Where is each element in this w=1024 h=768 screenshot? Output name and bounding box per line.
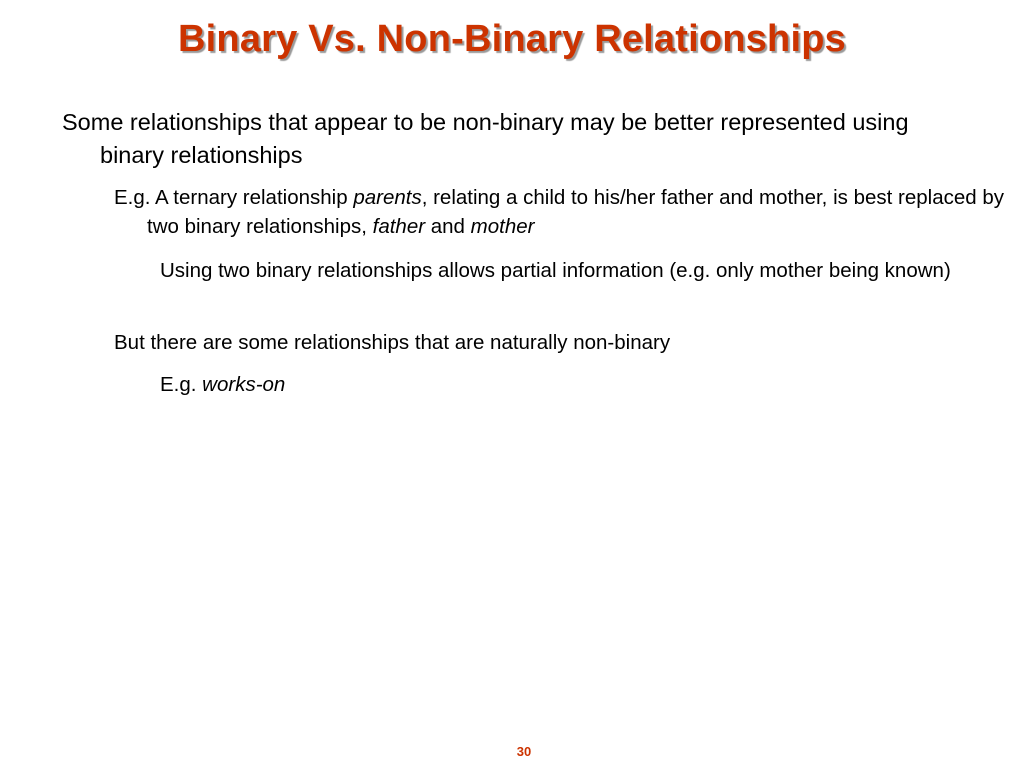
term-father: father [372,215,426,238]
example-prefix-text: E.g. [160,373,203,396]
bullet-level3-works-on-example [160,370,760,399]
term-works-on: works-on [202,373,286,396]
term-parents: parents [353,186,422,209]
example-prefix-text: E.g. A ternary relationship [114,186,354,209]
term-mother: mother [470,215,535,238]
bullet-level2-ternary-example [114,183,1007,241]
bullet-level1-binary-representation: Some relationships that appear to be non-binary may be better represented using binary relationships [62,109,909,168]
bullet-level2-naturally-non-binary: But there are some relationships that are naturally non-binary [114,331,671,354]
example-connector-text: and [425,215,471,238]
slide-title: Binary Vs. Non-Binary Relationships [178,18,846,60]
page-number: 30 [516,744,532,759]
bullet-level3-partial-information: Using two binary relationships allows partial information (e.g. only mother being known) [160,259,951,282]
example-middle-text: , relating a child to his/her father and mother, is best replaced by two binary relationships, [147,186,1005,238]
